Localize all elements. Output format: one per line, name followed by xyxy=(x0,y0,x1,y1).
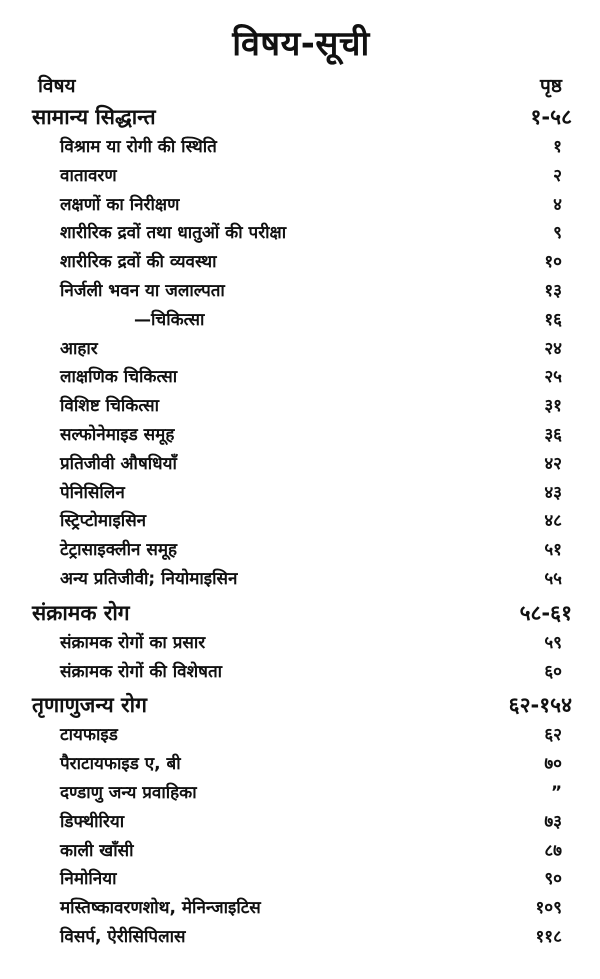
section-heading-row xyxy=(22,102,580,133)
section-page-range: १-५८ xyxy=(530,105,572,129)
toc-entry-label: टायफाइड xyxy=(60,725,118,746)
toc-entry-label: स्ट्रिप्टोमाइसिन xyxy=(60,511,147,532)
toc-entry-row xyxy=(22,507,580,536)
table-of-contents xyxy=(22,102,580,952)
toc-entry-label: लक्षणों का निरीक्षण xyxy=(60,194,180,215)
toc-entry-label: काली खाँसी xyxy=(60,840,134,861)
toc-entry-page: ७३ xyxy=(544,811,562,832)
toc-entry-page: ४ xyxy=(553,194,562,215)
section-heading-row xyxy=(22,598,580,629)
toc-entry-page: ५१ xyxy=(544,540,562,561)
toc-entry-page: ५५ xyxy=(544,568,562,589)
toc-entry-label: अन्य प्रतिजीवी; नियोमाइसिन xyxy=(60,568,238,589)
toc-entry-page: ८७ xyxy=(544,840,562,861)
subject-column-label: विषय xyxy=(38,75,76,97)
section-title: तृणाणुजन्य रोग xyxy=(32,693,147,718)
toc-entry-page: १ xyxy=(553,137,562,157)
toc-entry-page: ३६ xyxy=(544,424,562,445)
toc-entry-row xyxy=(22,421,580,450)
toc-entry-row xyxy=(22,306,580,335)
toc-entry-row xyxy=(22,392,580,421)
toc-entry-row xyxy=(22,219,580,248)
toc-entry-page: ” xyxy=(550,782,562,803)
toc-entry-row xyxy=(22,162,580,191)
toc-entry-page: ४३ xyxy=(544,482,562,503)
toc-entry-page: ११८ xyxy=(535,926,562,947)
toc-entry-row xyxy=(22,894,580,923)
toc-entry-label: आहार xyxy=(60,338,98,359)
toc-entry-row xyxy=(22,750,580,779)
toc-entry-page: ९० xyxy=(544,869,562,890)
toc-entry-row xyxy=(22,658,580,687)
toc-entry-row xyxy=(22,450,580,479)
toc-entry-label: पैराटायफाइड ए, बी xyxy=(60,754,181,775)
page-column-label: पृष्ठ xyxy=(540,75,562,97)
toc-entry-label: लाक्षणिक चिकित्सा xyxy=(60,367,178,388)
toc-entry-label: संक्रामक रोगों की विशेषता xyxy=(60,661,223,682)
toc-entry-row xyxy=(22,837,580,866)
toc-entry-page: ७० xyxy=(544,754,562,775)
toc-entry-page: ४२ xyxy=(544,453,562,474)
toc-entry-label: विश्राम या रोगी की स्थिति xyxy=(60,137,217,157)
toc-entry-page: ९ xyxy=(553,223,562,244)
toc-entry-page: ६० xyxy=(544,661,562,682)
section-heading-row xyxy=(22,690,580,721)
toc-entry-label: विशिष्ट चिकित्सा xyxy=(60,396,160,417)
toc-entry-label: डिफ्थीरिया xyxy=(60,811,125,832)
toc-entry-label: विसर्प, ऐरीसिपिलास xyxy=(60,926,186,947)
toc-entry-row xyxy=(22,248,580,277)
toc-entry-page: १६ xyxy=(544,309,562,330)
toc-entry-label: दण्डाणु जन्य प्रवाहिका xyxy=(60,782,197,803)
toc-entry-page: ३१ xyxy=(544,396,562,417)
toc-entry-row xyxy=(22,536,580,565)
toc-entry-label: सल्फोनेमाइड समूह xyxy=(60,424,175,445)
toc-entry-page: २४ xyxy=(544,338,562,359)
toc-entry-label: पेनिसिलिन xyxy=(60,482,125,503)
toc-entry-page: १३ xyxy=(544,280,562,301)
section-page-range: ६२-१५४ xyxy=(508,693,572,718)
toc-entry-label: निर्जली भवन या जलाल्पता xyxy=(60,280,225,301)
toc-entry-row xyxy=(22,629,580,658)
toc-entry-label: प्रतिजीवी औषधियाँ xyxy=(60,453,177,474)
toc-entry-label: मस्तिष्कावरणशोथ, मेनिन्जाइटिस xyxy=(60,898,261,919)
toc-entry-page: १०९ xyxy=(535,898,562,919)
toc-entry-page: ६२ xyxy=(544,725,562,746)
toc-entry-page: २ xyxy=(553,165,562,186)
toc-entry-page: २५ xyxy=(544,367,562,388)
section-title: सामान्य सिद्धान्त xyxy=(32,105,156,129)
toc-entry-page: ५९ xyxy=(544,632,562,653)
toc-entry-row xyxy=(22,808,580,837)
toc-entry-row xyxy=(22,133,580,162)
toc-entry-label: संक्रामक रोगों का प्रसार xyxy=(60,632,206,653)
page-title: विषय-सूची xyxy=(232,24,370,64)
toc-entry-page: ४८ xyxy=(544,511,562,532)
toc-entry-row xyxy=(22,363,580,392)
section-title: संक्रामक रोग xyxy=(32,600,130,625)
toc-entry-row xyxy=(22,865,580,894)
section-page-range: ५८-६१ xyxy=(519,600,572,625)
toc-entry-label: वातावरण xyxy=(60,165,117,186)
toc-entry-row xyxy=(22,335,580,364)
toc-entry-row xyxy=(22,277,580,306)
toc-entry-label: —चिकित्सा xyxy=(134,309,205,330)
toc-entry-row xyxy=(22,721,580,750)
toc-entry-label: शारीरिक द्रवों तथा धातुओं की परीक्षा xyxy=(60,223,287,244)
toc-entry-row xyxy=(22,565,580,594)
toc-entry-label: शारीरिक द्रवों की व्यवस्था xyxy=(60,252,217,273)
toc-entry-row xyxy=(22,479,580,508)
toc-entry-row xyxy=(22,191,580,220)
toc-entry-label: निमोनिया xyxy=(60,869,117,890)
toc-entry-label: टेट्रासाइक्लीन समूह xyxy=(60,540,178,561)
column-header xyxy=(22,72,580,98)
toc-entry-row xyxy=(22,779,580,808)
toc-entry-row xyxy=(22,923,580,952)
toc-entry-page: १० xyxy=(544,252,562,273)
